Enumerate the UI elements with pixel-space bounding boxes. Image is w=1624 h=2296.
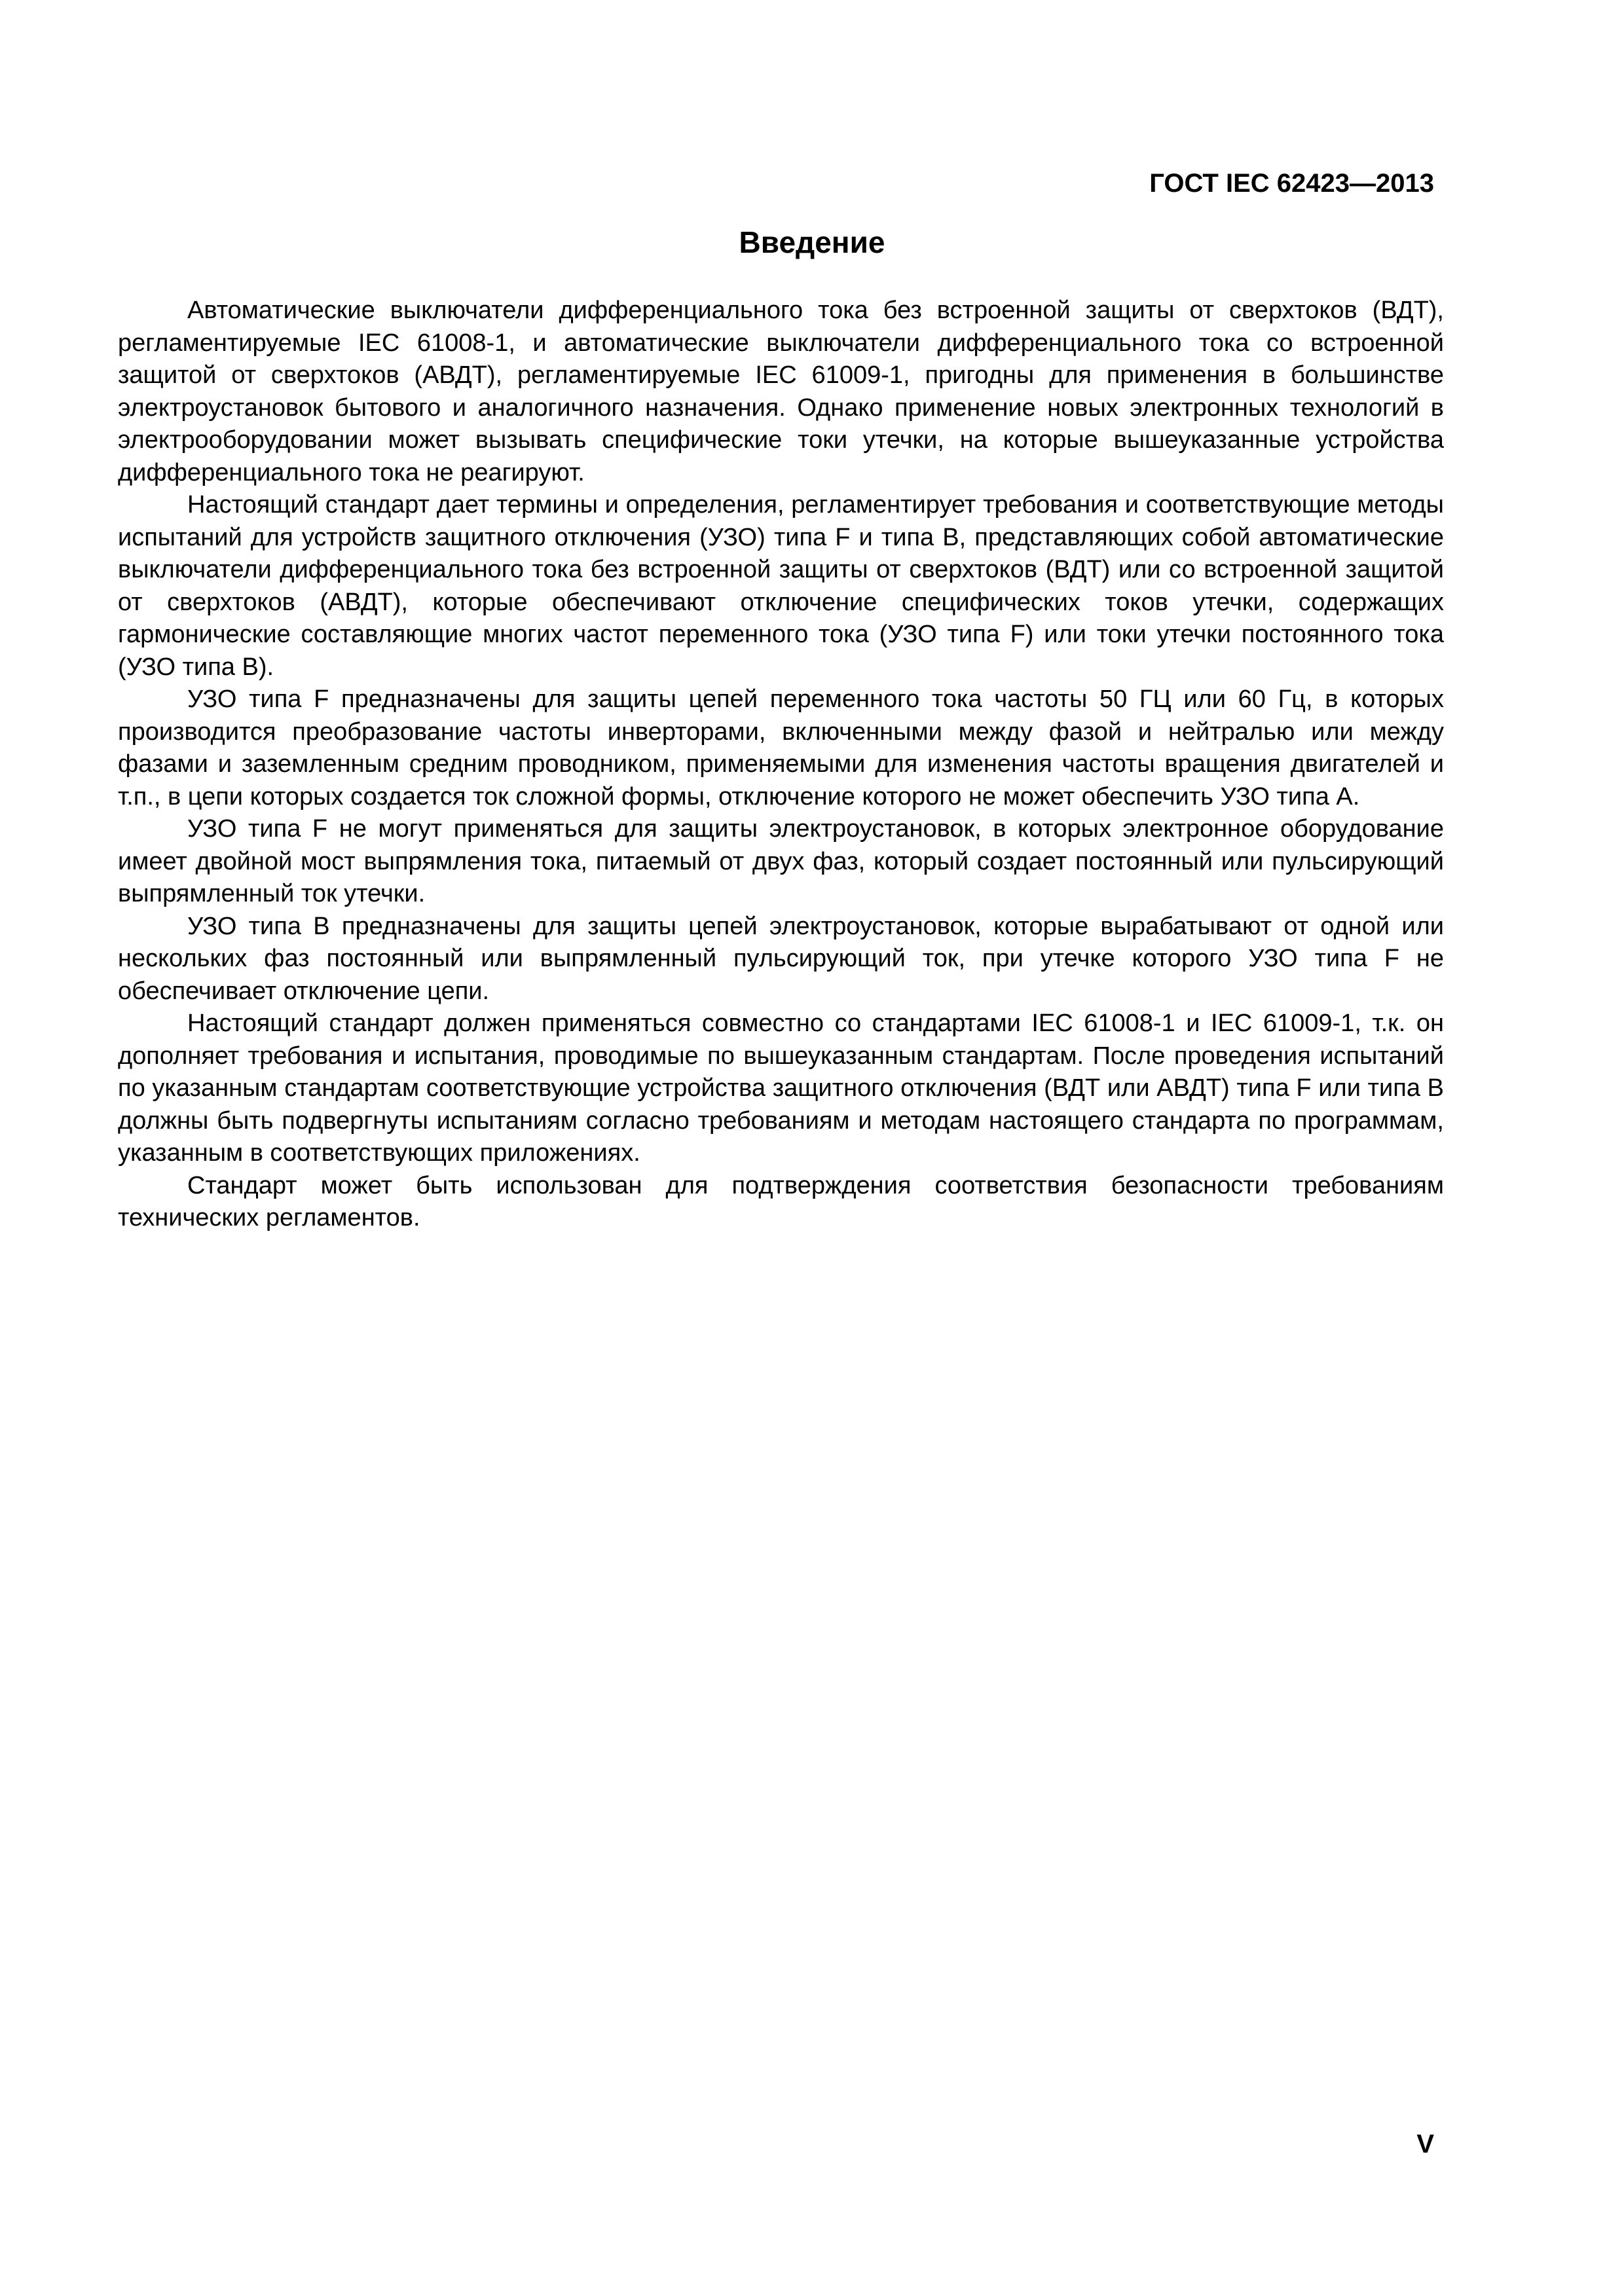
paragraph-3: УЗО типа F предназначены для защиты цепей переменного тока частоты 50 ГЦ или 60 Гц, в которых производится преобразование частоты инверторами, включенными между фазой и нейтралью или между фазами и заземленным средним проводником, применяемыми для изменения частоты вращения двигателей и т.п., в цепи которых создается ток сложной формы, отключение которого не может обеспечить УЗО типа A. bbox=[118, 685, 1444, 811]
paragraph-7: Стандарт может быть использован для подтверждения соответствия безопасности требованиям технических регламентов. bbox=[118, 1171, 1444, 1231]
document-code-header: ГОСТ IEC 62423—2013 bbox=[1149, 169, 1434, 198]
page-number: V bbox=[1416, 2130, 1434, 2159]
paragraph-6: Настоящий стандарт должен применяться совместно со стандартами IEC 61008-1 и IEC 61009-1, т.к. он дополняет требования и испытания, проводимые по вышеуказанным стандартам. После проведения испытаний по указанным стандартам соответствующие устройства защитного отключения (ВДТ или АВДТ) типа F или типа B должны быть подвергнуты испытаниям согласно требованиям и методам настоящего стандарта по программам, указанным в соответствующих приложениях. bbox=[118, 1010, 1444, 1167]
paragraph-4: УЗО типа F не могут применяться для защиты электроустановок, в которых электронное оборудование имеет двойной мост выпрямления тока, питаемый от двух фаз, который создает постоянный или пульсирующий выпрямленный ток утечки. bbox=[118, 815, 1444, 907]
paragraph-2: Настоящий стандарт дает термины и определения, регламентирует требования и соответствующие методы испытаний для устройств защитного отключения (УЗО) типа F и типа B, представляющих собой автоматические выключатели дифференциального тока без встроенной защиты от сверхтоков (ВДТ) или со встроенной защитой от сверхтоков (АВДТ), которые обеспечивают отключение специфических токов утечки, содержащих гармонические составляющие многих частот переменного тока (УЗО типа F) или токи утечки постоянного тока (УЗО типа B). bbox=[118, 491, 1444, 681]
paragraph-5: УЗО типа B предназначены для защиты цепей электроустановок, которые вырабатывают от одной или нескольких фаз постоянный или выпрямленный пульсирующий ток, при утечке которого УЗО типа F не обеспечивает отключение цепи. bbox=[118, 912, 1444, 1005]
section-title: Введение bbox=[739, 225, 885, 259]
introduction-body bbox=[118, 295, 1444, 1235]
paragraph-1: Автоматические выключатели дифференциального тока без встроенной защиты от сверхтоков (ВДТ), регламентируемые IEC 61008-1, и автоматические выключатели дифференциального тока со встроенной защитой от сверхтоков (АВДТ), регламентируемые IEC 61009-1, пригодны для применения в большинстве электроустановок бытового и аналогичного назначения. Однако применение новых электронных технологий в электрооборудовании может вызывать специфические токи утечки, на которые вышеуказанные устройства дифференциального тока не реагируют. bbox=[118, 297, 1444, 486]
